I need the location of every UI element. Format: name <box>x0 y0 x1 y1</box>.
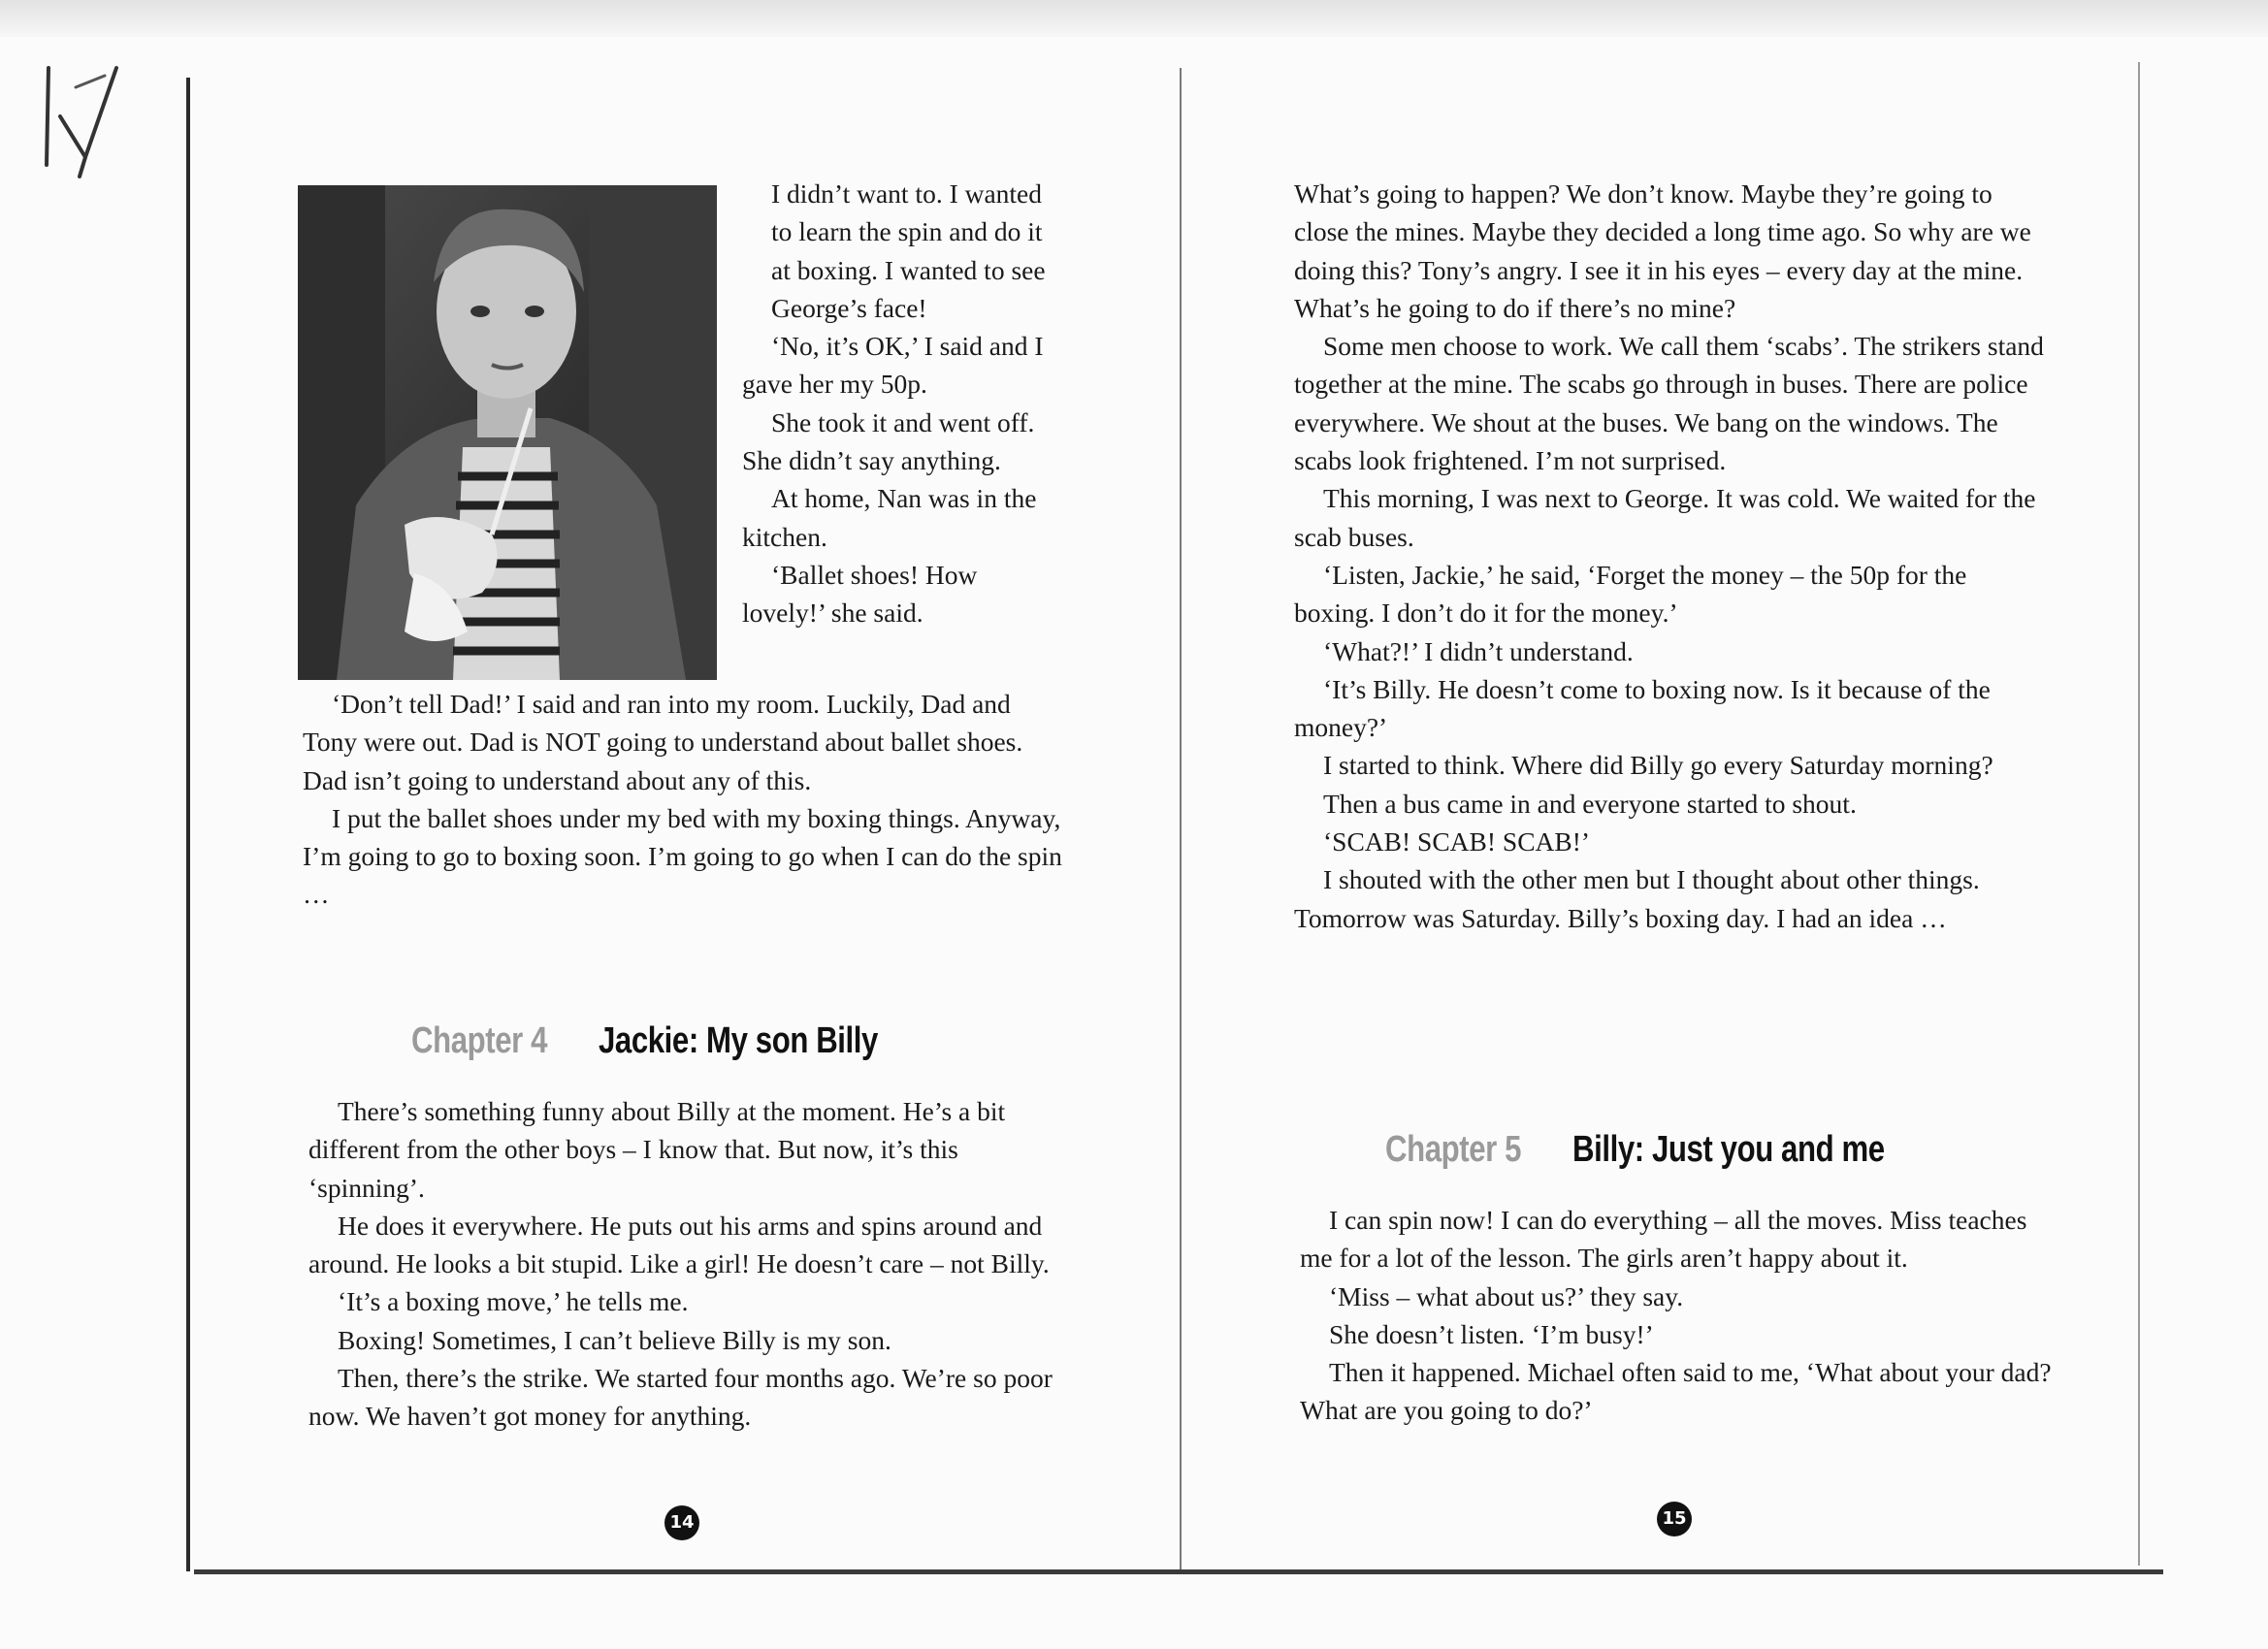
paragraph: This morning, I was next to George. It was cold. We waited for the scab buses. <box>1294 483 2036 552</box>
handwritten-mark <box>29 48 136 184</box>
page-border-left <box>186 78 190 1571</box>
paragraph: I shouted with the other men but I thought about other things. Tomorrow was Saturday. Billy’s boxing day. I had an idea … <box>1294 864 1980 933</box>
chapter-heading <box>411 1020 939 1073</box>
paragraph: ‘No, it’s OK,’ I said and I gave her my 50p. <box>742 331 1044 400</box>
paragraph: I put the ballet shoes under my bed with my boxing things. Anyway, I’m going to go to boxing soon. I’m going to go when I can do the spin … <box>303 802 1062 910</box>
paragraph: At home, Nan was in the kitchen. <box>742 483 1037 552</box>
paragraph: ‘Don’t tell Dad!’ I said and ran into my room. Luckily, Dad and Tony were out. Dad is NOT going to understand about ballet shoes. Dad isn’t going to understand about any of this. <box>303 689 1023 795</box>
page-number-right: 15 <box>1657 1502 1692 1536</box>
paragraph: ‘It’s Billy. He doesn’t come to boxing now. Is it because of the money?’ <box>1294 673 1991 743</box>
paragraph: I didn’t want to. I wanted to learn the spin and do it at boxing. I wanted to see George’s face! <box>771 178 1046 323</box>
paragraph: She took it and went off. She didn’t say anything. <box>742 406 1035 476</box>
paragraph: ‘What?!’ I didn’t understand. <box>1323 635 1634 666</box>
chapter-number: Chapter 5 <box>1385 1129 1522 1170</box>
paragraph: ‘SCAB! SCAB! SCAB!’ <box>1323 826 1591 857</box>
page-border-right <box>2138 62 2140 1566</box>
paragraph: Some men choose to work. We call them ‘scabs’. The strikers stand together at the mine. The scabs go through in buses. There are police everywhere. We shout at the buses. We bang on the windows. The scabs look frightened. I’m not surprised. <box>1294 331 2044 476</box>
page-border-bottom <box>194 1569 2163 1574</box>
right-page-chapter-text <box>1300 1201 2057 1430</box>
chapter-number: Chapter 4 <box>411 1020 548 1061</box>
chapter-title: Billy: Just you and me <box>1571 1129 1885 1170</box>
left-page-narrow-column <box>742 175 1062 632</box>
paragraph: Then it happened. Michael often said to me, ‘What about your dad? What are you going to do?’ <box>1300 1357 2052 1426</box>
book-spine <box>1180 68 1182 1569</box>
paragraph: ‘It’s a boxing move,’ he tells me. <box>338 1286 689 1317</box>
paragraph: There’s something funny about Billy at the moment. He’s a bit different from the other boys – I know that. But now, it’s this ‘spinning’. <box>308 1096 1006 1203</box>
paragraph: I can spin now! I can do everything – all the moves. Miss teaches me for a lot of the lesson. The girls aren’t happy about it. <box>1300 1205 2027 1274</box>
paragraph: He does it everywhere. He puts out his arms and spins around and around. He looks a bit stupid. Like a girl! He doesn’t care – not Billy. <box>308 1210 1050 1279</box>
paragraph: Then, there’s the strike. We started four months ago. We’re so poor now. We haven’t got money for anything. <box>308 1363 1053 1432</box>
paragraph: ‘Miss – what about us?’ they say. <box>1329 1280 1684 1311</box>
chapter-title: Jackie: My son Billy <box>598 1020 878 1061</box>
paragraph: ‘Listen, Jackie,’ he said, ‘Forget the money – the 50p for the boxing. I don’t do it for the money.’ <box>1294 559 1967 629</box>
page-number-left: 14 <box>664 1505 699 1540</box>
paragraph: I started to think. Where did Billy go every Saturday morning? <box>1323 750 1993 781</box>
scan-top-edge <box>0 0 2268 37</box>
paragraph: Then a bus came in and everyone started to shout. <box>1323 788 1857 819</box>
right-page-text <box>1294 175 2051 937</box>
left-page-chapter-text <box>308 1092 1075 1436</box>
photo-boy-with-ballet-shoes <box>298 185 717 680</box>
paragraph: What’s going to happen? We don’t know. Maybe they’re going to close the mines. Maybe they decided a long time ago. So why are we doing this? Tony’s angry. I see it in his eyes – every day at the mine. What’s he going to do if there’s no mine? <box>1294 178 2031 323</box>
left-page-wide-column <box>303 685 1069 914</box>
paragraph: She doesn’t listen. ‘I’m busy!’ <box>1329 1318 1654 1349</box>
paragraph: ‘Ballet shoes! How lovely!’ she said. <box>742 559 978 629</box>
chapter-heading <box>1385 1129 1953 1181</box>
paragraph: Boxing! Sometimes, I can’t believe Billy is my son. <box>338 1324 891 1355</box>
